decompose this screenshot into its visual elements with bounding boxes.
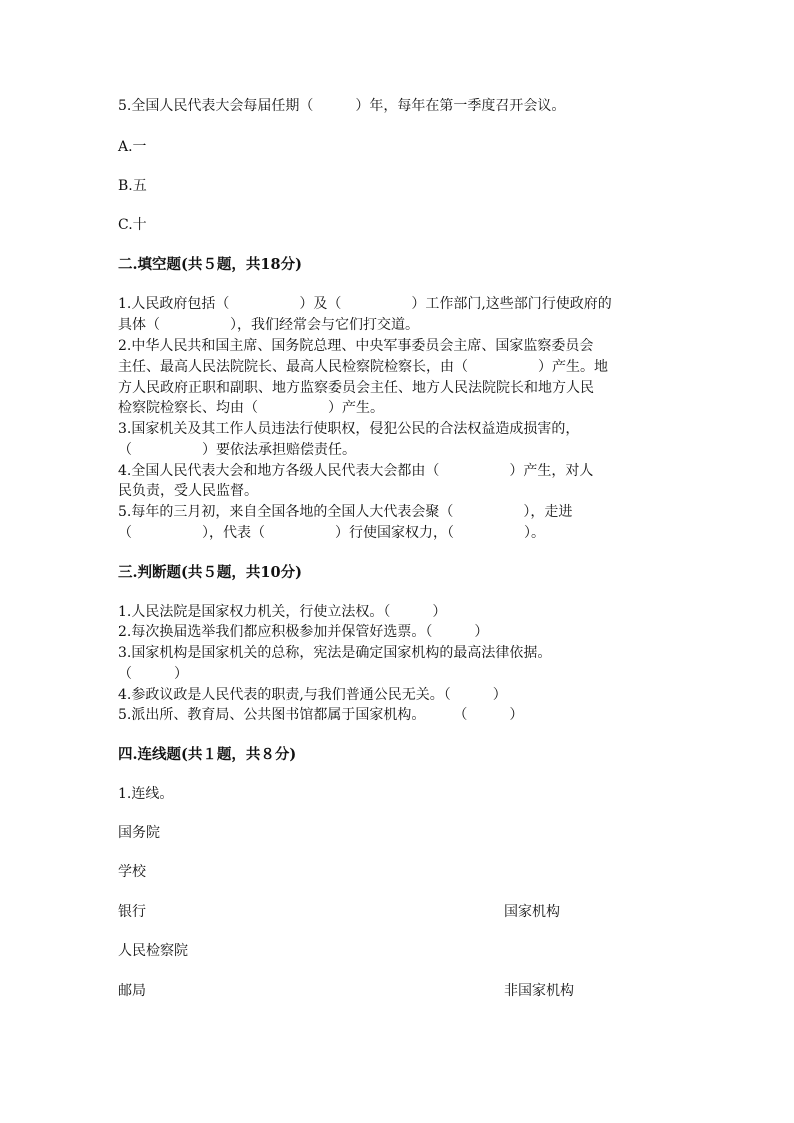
section2-line: 检察院检察长、均由（ ）产生。 [118,400,384,416]
q5-option-a: A.一 [118,139,147,155]
match-right-item: 非国家机构 [504,983,574,999]
section2-line: （ ）要依法承担赔偿责任。 [118,442,356,458]
q5-option-b: B.五 [118,178,147,194]
section3-line: 1.人民法院是国家权力机关，行使立法权。（ ） [118,604,447,620]
section2-line: 3.国家机关及其工作人员违法行使职权，侵犯公民的合法权益造成损害的， [118,421,580,437]
section3-line: （ ） [118,666,188,682]
section4-instruction: 1.连线。 [118,786,174,802]
section2-line: 方人民政府正职和副职、地方监察委员会主任、地方人民法院院长和地方人民 [118,380,594,396]
match-right-item: 国家机构 [504,904,560,920]
section4-heading: 四.连线题(共１题，共８分) [118,746,297,763]
q5-option-c: C.十 [118,217,147,233]
match-left-item: 邮局 [118,983,146,999]
match-left-item: 人民检察院 [118,943,188,959]
match-left-item: 学校 [118,864,146,880]
section3-heading: 三.判断题(共５题，共10分) [118,564,302,581]
match-left-item: 国务院 [118,825,160,841]
section2-line: 2.中华人民共和国主席、国务院总理、中央军事委员会主席、国家监察委员会 [118,338,594,354]
section2-line: 4.全国人民代表大会和地方各级人民代表大会都由（ ）产生，对人 [118,463,594,479]
section2-line: （ ），代表（ ）行使国家权力，（ ）。 [118,525,545,541]
match-left-item: 银行 [118,904,146,920]
section2-heading: 二.填空题(共５题，共18分) [118,256,302,273]
q5-stem: 5.全国人民代表大会每届任期（ ）年，每年在第一季度召开会议。 [118,98,566,114]
section2-line: 1.人民政府包括（ ）及（ ）工作部门,这些部门行使政府的 [118,296,612,312]
section2-line: 民负责，受人民监督。 [118,483,258,499]
section2-line: 主任、最高人民法院院长、最高人民检察院检察长，由（ ）产生。地 [118,359,608,375]
section2-line: 5.每年的三月初，来自全国各地的全国人大代表会聚（ ），走进 [118,504,573,520]
section3-line: 4.参政议政是人民代表的职责,与我们普通公民无关。（ ） [118,687,507,703]
section3-line: 2.每次换届选举我们都应积极参加并保管好选票。（ ） [118,624,489,640]
section3-line: 3.国家机构是国家机关的总称，宪法是确定国家机构的最高法律依据。 [118,645,552,661]
section3-line: 5.派出所、教育局、公共图书馆都属于国家机构。 （ ） [118,707,524,723]
section2-line: 具体（ ），我们经常会与它们打交道。 [118,317,419,333]
